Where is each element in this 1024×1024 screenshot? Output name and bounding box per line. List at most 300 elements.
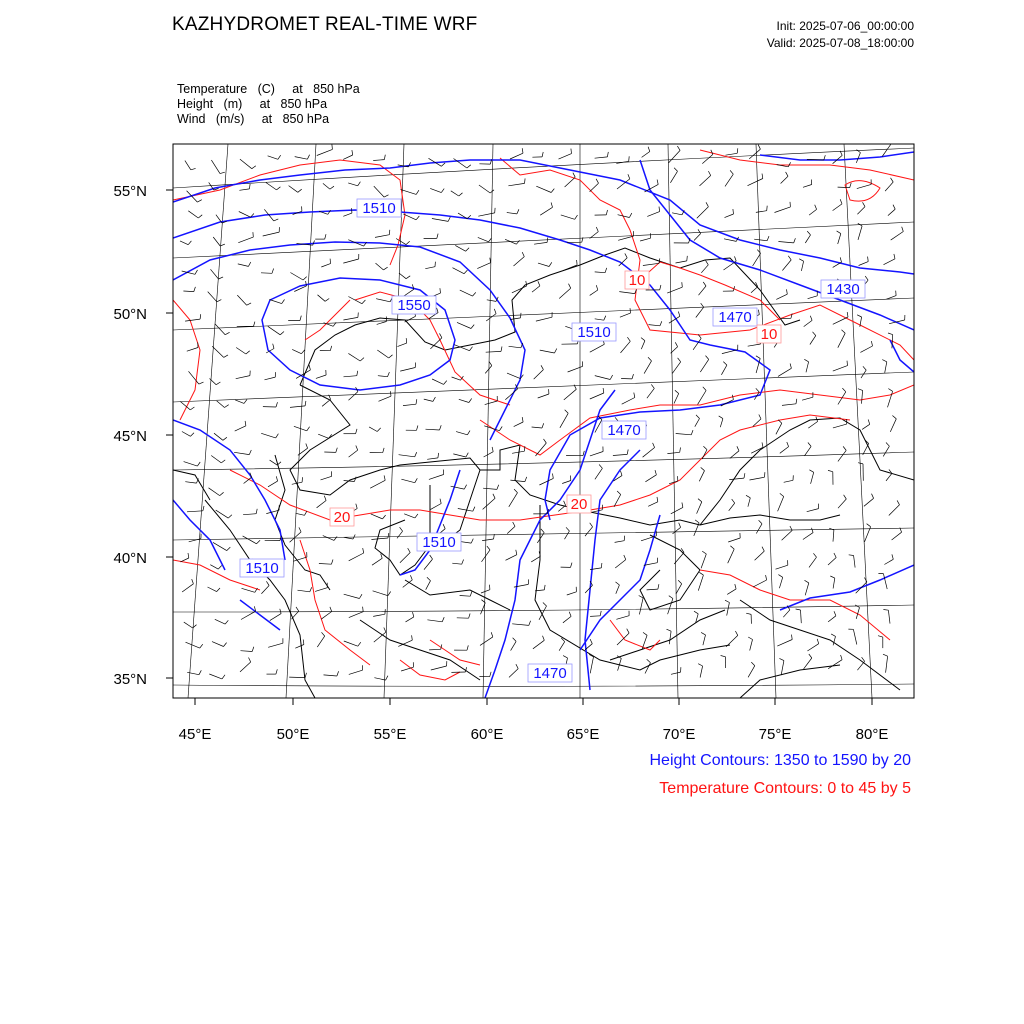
wind-barb-feather xyxy=(330,607,332,612)
wind-barb-feather xyxy=(759,415,761,419)
wind-barb-feather xyxy=(610,375,612,379)
wind-barb xyxy=(427,458,438,459)
wind-barb-feather xyxy=(868,257,869,262)
wind-barb xyxy=(783,610,790,617)
wind-barb-feather xyxy=(324,496,326,501)
wind-barb xyxy=(212,346,224,357)
wind-barb-feather xyxy=(448,217,450,222)
wind-barb-feather xyxy=(501,347,502,352)
wind-barb xyxy=(208,587,217,592)
wind-barb xyxy=(397,531,403,538)
wind-barb-feather xyxy=(471,325,474,329)
wind-barb xyxy=(838,333,845,348)
wind-barb xyxy=(430,188,441,192)
wind-barb xyxy=(729,478,744,480)
wind-barb xyxy=(241,611,256,619)
wind-barb xyxy=(559,642,565,651)
wind-barb-feather xyxy=(863,202,866,206)
wind-barb xyxy=(647,212,659,217)
wind-barb xyxy=(483,488,497,489)
wind-barb-feather xyxy=(627,450,628,455)
wind-barb xyxy=(482,539,494,541)
wind-barb xyxy=(853,629,856,644)
wind-barb-feather xyxy=(525,178,526,183)
wind-barb-feather xyxy=(437,308,439,313)
wind-barb-feather xyxy=(590,639,592,644)
wind-barb-feather xyxy=(744,473,745,478)
wind-barb-feather xyxy=(433,397,436,401)
wind-barb-feather xyxy=(218,566,222,570)
wind-barb xyxy=(891,232,904,241)
wind-barb xyxy=(372,558,382,565)
lon-label-70: 70°E xyxy=(662,726,696,743)
lon-label-45: 45°E xyxy=(178,726,212,743)
wind-barb-feather xyxy=(412,635,413,640)
wind-barb-feather xyxy=(701,303,704,307)
wind-barb-feather xyxy=(322,632,325,636)
height-label: 1510 xyxy=(577,324,611,341)
wind-barb xyxy=(479,185,490,193)
wind-barb xyxy=(180,558,188,562)
wind-barb xyxy=(316,375,326,378)
temperature-label: 20 xyxy=(570,496,588,513)
wind-barb-feather xyxy=(813,332,816,336)
wind-barb-feather xyxy=(514,489,517,493)
wind-barb xyxy=(833,204,842,211)
wind-barb xyxy=(864,498,874,506)
wind-barb xyxy=(431,504,442,510)
wind-barb-feather xyxy=(566,527,569,531)
wind-barb xyxy=(209,674,222,679)
wind-barb xyxy=(266,183,277,190)
wind-barb xyxy=(642,152,650,158)
wind-barb xyxy=(182,584,193,592)
wind-barb-feather xyxy=(746,613,751,614)
lat-label-40: 40°N xyxy=(113,550,147,567)
wind-barb xyxy=(595,157,608,158)
wind-barb xyxy=(857,184,871,188)
wind-barb xyxy=(533,640,544,649)
wind-barb-feather xyxy=(352,150,353,155)
wind-barb xyxy=(563,616,571,622)
wind-barb xyxy=(295,157,308,160)
wind-barb xyxy=(261,273,272,274)
wind-barb-feather xyxy=(748,637,752,640)
wind-barb xyxy=(396,239,406,245)
wind-barb xyxy=(862,424,870,429)
wind-barb-feather xyxy=(796,609,801,610)
wind-barb xyxy=(400,553,410,563)
wind-barb xyxy=(565,531,570,539)
wind-barb xyxy=(343,155,353,159)
wind-barb-feather xyxy=(470,592,472,597)
wind-barb xyxy=(750,640,753,651)
wind-barb-feather xyxy=(337,671,339,676)
wind-barb xyxy=(802,397,813,400)
wind-barb xyxy=(585,527,593,536)
lon-label-50: 50°E xyxy=(276,726,310,743)
wind-barb-feather xyxy=(384,628,386,633)
wind-barb-feather xyxy=(703,387,706,391)
wind-barb xyxy=(782,260,791,271)
wind-barb-feather xyxy=(217,300,221,302)
wind-barb-feather xyxy=(543,636,545,641)
wind-barb xyxy=(296,513,305,515)
wind-barb xyxy=(289,677,305,678)
wind-barb-feather xyxy=(360,358,364,361)
wind-barb-feather xyxy=(792,635,793,640)
wind-barb-feather xyxy=(878,636,883,637)
wind-barb xyxy=(617,633,629,645)
wind-barb xyxy=(862,390,863,403)
wind-barb-feather xyxy=(225,405,229,408)
wind-barb-feather xyxy=(225,332,229,334)
wind-barb-feather xyxy=(678,358,681,362)
wind-barb-feather xyxy=(220,172,225,173)
wind-barb-feather xyxy=(381,554,383,559)
valid-time: Valid: 2025-07-08_18:00:00 xyxy=(766,36,914,50)
wind-barb xyxy=(399,273,406,279)
lat-label-35: 35°N xyxy=(113,671,147,688)
wind-barb xyxy=(648,502,658,507)
wind-barb xyxy=(808,296,818,299)
wind-barb xyxy=(828,660,842,669)
height-label: 1510 xyxy=(362,200,396,217)
wind-barb-feather xyxy=(415,452,417,457)
wind-barb-feather xyxy=(767,206,768,211)
wind-barb xyxy=(213,237,220,246)
wind-barb-feather xyxy=(497,485,499,490)
wind-barb xyxy=(883,574,887,590)
wind-barb xyxy=(801,610,802,623)
wind-barb-feather xyxy=(522,148,523,153)
wind-barb-feather xyxy=(383,448,384,453)
wind-barb xyxy=(700,666,703,678)
wind-barb-feather xyxy=(628,174,630,179)
wind-barb-feather xyxy=(330,186,334,189)
wind-barb xyxy=(804,658,812,669)
wind-barb-feather xyxy=(499,427,502,431)
wind-barb-feather xyxy=(543,603,547,607)
wind-barb xyxy=(292,349,301,353)
wind-barb-feather xyxy=(849,555,854,556)
wind-barb xyxy=(185,482,196,483)
wind-barb-feather xyxy=(858,389,863,391)
wind-barb xyxy=(376,263,384,270)
wind-barb-feather xyxy=(277,187,281,190)
wind-barb xyxy=(676,434,692,435)
wind-barb xyxy=(237,295,246,305)
wind-barb-feather xyxy=(615,417,618,421)
wind-barb xyxy=(238,237,253,243)
wind-barb-feather xyxy=(596,285,598,290)
wind-barb-feather xyxy=(490,258,491,263)
wind-barb-feather xyxy=(632,374,634,379)
wind-barb-feather xyxy=(246,351,250,354)
wind-barb-feather xyxy=(617,491,621,495)
wind-barb-feather xyxy=(831,634,835,637)
lat-lon-grid xyxy=(173,144,914,698)
wind-barb-feather xyxy=(441,163,445,166)
wind-barb xyxy=(424,559,433,570)
wind-barb xyxy=(803,533,813,540)
wind-barb xyxy=(561,215,575,219)
wind-barb-feather xyxy=(719,416,723,419)
wind-barb-feather xyxy=(604,316,606,321)
wind-barb xyxy=(212,642,224,647)
wind-barb xyxy=(426,581,431,590)
wind-barb-feather xyxy=(522,417,523,422)
wind-barb xyxy=(265,377,276,380)
wind-barb-feather xyxy=(356,429,357,434)
wind-barb-feather xyxy=(191,168,196,169)
wind-barb-feather xyxy=(325,299,329,302)
wind-barb xyxy=(344,376,357,377)
wind-barb xyxy=(722,350,738,354)
wind-barb xyxy=(670,171,677,183)
wind-barb xyxy=(378,376,388,377)
wind-barb-feather xyxy=(787,442,789,447)
wind-barb-feather xyxy=(305,401,306,406)
wind-barb-feather xyxy=(735,256,737,261)
country-borders xyxy=(173,248,914,698)
wind-barb xyxy=(184,462,198,467)
wind-barb xyxy=(619,292,634,294)
wind-barb xyxy=(809,209,817,215)
wind-barb-feather xyxy=(834,611,836,616)
wind-barb-feather xyxy=(767,236,769,241)
wind-barb xyxy=(669,150,680,162)
wind-barb xyxy=(268,481,278,487)
wind-barb-feather xyxy=(200,314,201,319)
wind-barb xyxy=(344,641,358,646)
wind-barb-feather xyxy=(590,523,593,527)
lat-label-55: 55°N xyxy=(113,183,147,200)
wind-barb xyxy=(459,399,469,402)
wind-barb xyxy=(344,481,355,482)
wind-barb-feather xyxy=(406,241,410,244)
wind-barb-feather xyxy=(462,560,464,565)
wind-barb xyxy=(647,388,654,398)
wind-barb-feather xyxy=(427,577,431,581)
wind-barb xyxy=(671,507,683,513)
wind-barb-feather xyxy=(563,656,567,658)
wind-barb-feather xyxy=(542,152,543,157)
wind-barb xyxy=(539,606,547,620)
wind-barb xyxy=(833,578,835,588)
wind-barb xyxy=(701,554,706,568)
wind-barb xyxy=(622,398,635,405)
wind-barb xyxy=(512,451,524,453)
wind-barb-feather xyxy=(746,495,750,498)
wind-barb-feather xyxy=(305,673,306,678)
wind-barb xyxy=(460,290,473,296)
wind-barb xyxy=(406,617,414,622)
wind-barb xyxy=(480,637,493,646)
wind-barb xyxy=(777,640,792,647)
wind-barb xyxy=(749,149,760,159)
wind-barb-feather xyxy=(817,639,819,644)
wind-barb-feather xyxy=(862,657,865,661)
wind-barb-feather xyxy=(701,632,705,635)
wind-barb-feather xyxy=(842,330,846,333)
wind-barb-feather xyxy=(871,341,872,346)
wind-barb-feather xyxy=(762,174,763,179)
wind-barb-feather xyxy=(356,446,358,451)
wind-barb xyxy=(208,292,217,302)
wind-barb-feather xyxy=(897,500,899,504)
wind-barb xyxy=(856,582,867,593)
wind-barb-feather xyxy=(247,303,251,305)
wind-barb-feather xyxy=(306,444,308,449)
wind-barb-feather xyxy=(198,215,202,218)
wind-barb-feather xyxy=(332,145,333,150)
wind-barb-feather xyxy=(547,237,548,242)
wind-barb-feather xyxy=(305,511,307,515)
wind-barb-feather xyxy=(569,284,571,289)
wind-barb xyxy=(324,675,337,676)
wind-barb-feather xyxy=(796,399,797,404)
wind-barb-feather xyxy=(564,501,566,506)
field-temperature-label: Temperature (C) at 850 hPa xyxy=(177,82,360,96)
wind-barb xyxy=(776,294,787,299)
wind-barb xyxy=(298,590,310,592)
wind-barb xyxy=(833,530,834,542)
wind-barb xyxy=(728,538,740,542)
wind-barb xyxy=(860,346,872,352)
wind-barb xyxy=(321,476,332,480)
wind-barb xyxy=(672,362,680,374)
wind-barb-feather xyxy=(276,669,277,674)
wind-barb-feather xyxy=(624,555,626,560)
wind-barb xyxy=(317,636,324,647)
wind-barb-feather xyxy=(489,362,492,366)
wind-barb xyxy=(701,265,708,273)
wind-barb xyxy=(425,267,435,269)
wind-barb-feather xyxy=(280,609,281,614)
wind-barb-feather xyxy=(363,548,364,553)
wind-barb xyxy=(403,404,416,405)
wind-barb-feather xyxy=(192,579,194,584)
wind-barb-feather xyxy=(573,173,575,178)
wind-barb-feather xyxy=(658,584,659,589)
wind-barb xyxy=(750,477,765,480)
wind-barb-feather xyxy=(389,355,393,358)
wind-barb xyxy=(756,211,767,213)
wind-barb xyxy=(729,503,735,511)
wind-barb xyxy=(514,422,523,427)
wind-barb xyxy=(810,336,816,345)
wind-barb xyxy=(590,393,604,399)
wind-barb xyxy=(784,480,793,482)
wind-barb xyxy=(668,599,673,615)
wind-barb xyxy=(238,264,249,267)
wind-barb-feather xyxy=(224,643,227,647)
wind-barb xyxy=(805,235,810,243)
wind-barb-feather xyxy=(190,407,194,410)
wind-barb-feather xyxy=(812,528,814,533)
wind-barb xyxy=(268,156,278,160)
wind-barb-feather xyxy=(244,399,247,403)
wind-barb xyxy=(590,452,603,456)
wind-barb xyxy=(182,432,191,437)
wind-barb-feather xyxy=(228,515,232,518)
wind-barb xyxy=(540,350,555,353)
wind-barb xyxy=(234,452,249,454)
wind-barb-feather xyxy=(191,433,195,437)
wind-barb-feather xyxy=(751,662,755,666)
field-wind-label: Wind (m/s) at 850 hPa xyxy=(177,112,330,126)
wind-barb xyxy=(700,176,711,186)
lon-label-60: 60°E xyxy=(470,726,504,743)
wind-barb xyxy=(725,174,733,186)
wind-barb xyxy=(185,319,200,321)
wind-barb xyxy=(565,177,576,187)
wind-barb-feather xyxy=(416,190,419,194)
wind-barb xyxy=(559,288,571,298)
wind-barb xyxy=(567,242,582,243)
wind-barb xyxy=(377,322,387,325)
wind-barb xyxy=(458,509,473,512)
wind-barb-feather xyxy=(682,282,683,287)
wind-barb-feather xyxy=(471,539,473,544)
wind-barb-feather xyxy=(388,372,390,377)
temperature-label: 20 xyxy=(333,509,351,526)
wind-barb-feather xyxy=(459,193,463,196)
wind-barb-feather xyxy=(252,647,254,652)
wind-barb-feather xyxy=(227,547,231,551)
wind-barb xyxy=(724,239,736,242)
wind-barb xyxy=(753,253,761,266)
wind-barb-feather xyxy=(384,195,388,197)
wind-barb-feather xyxy=(524,446,525,451)
wind-barb-feather xyxy=(490,672,491,677)
wind-barb xyxy=(295,645,304,649)
wind-barb-feather xyxy=(902,227,904,232)
wind-barb-feather xyxy=(549,262,552,266)
wind-barb-feather xyxy=(703,282,706,286)
wind-barb-feather xyxy=(223,437,227,440)
wind-barb xyxy=(534,370,544,380)
wind-barb xyxy=(455,245,465,251)
wind-barb-feather xyxy=(657,180,658,185)
height-label: 1470 xyxy=(533,665,567,682)
wind-barb xyxy=(538,263,549,266)
wind-barb xyxy=(595,319,604,320)
wind-barb xyxy=(776,565,788,569)
wind-barb-feather xyxy=(674,168,677,172)
wind-barb xyxy=(748,498,750,507)
wind-barb-feather xyxy=(837,231,841,234)
wind-barb-feather xyxy=(219,277,224,279)
wind-barb-feather xyxy=(513,638,517,642)
wind-barb xyxy=(776,423,782,434)
wind-barb-feather xyxy=(840,199,842,204)
wind-barb-feather xyxy=(624,536,625,541)
wind-barb xyxy=(369,427,377,432)
wind-barb-feather xyxy=(257,540,261,544)
wind-barb-feather xyxy=(437,234,438,239)
wind-barb xyxy=(291,611,298,619)
wind-barb-feather xyxy=(303,277,307,280)
wind-barb-feather xyxy=(357,371,358,376)
wind-barb xyxy=(639,598,643,615)
wind-barb xyxy=(700,359,708,372)
wind-barb-feather xyxy=(882,360,887,362)
wind-barb xyxy=(348,183,358,186)
wind-barb-feather xyxy=(596,227,598,232)
wind-barb xyxy=(216,510,229,518)
